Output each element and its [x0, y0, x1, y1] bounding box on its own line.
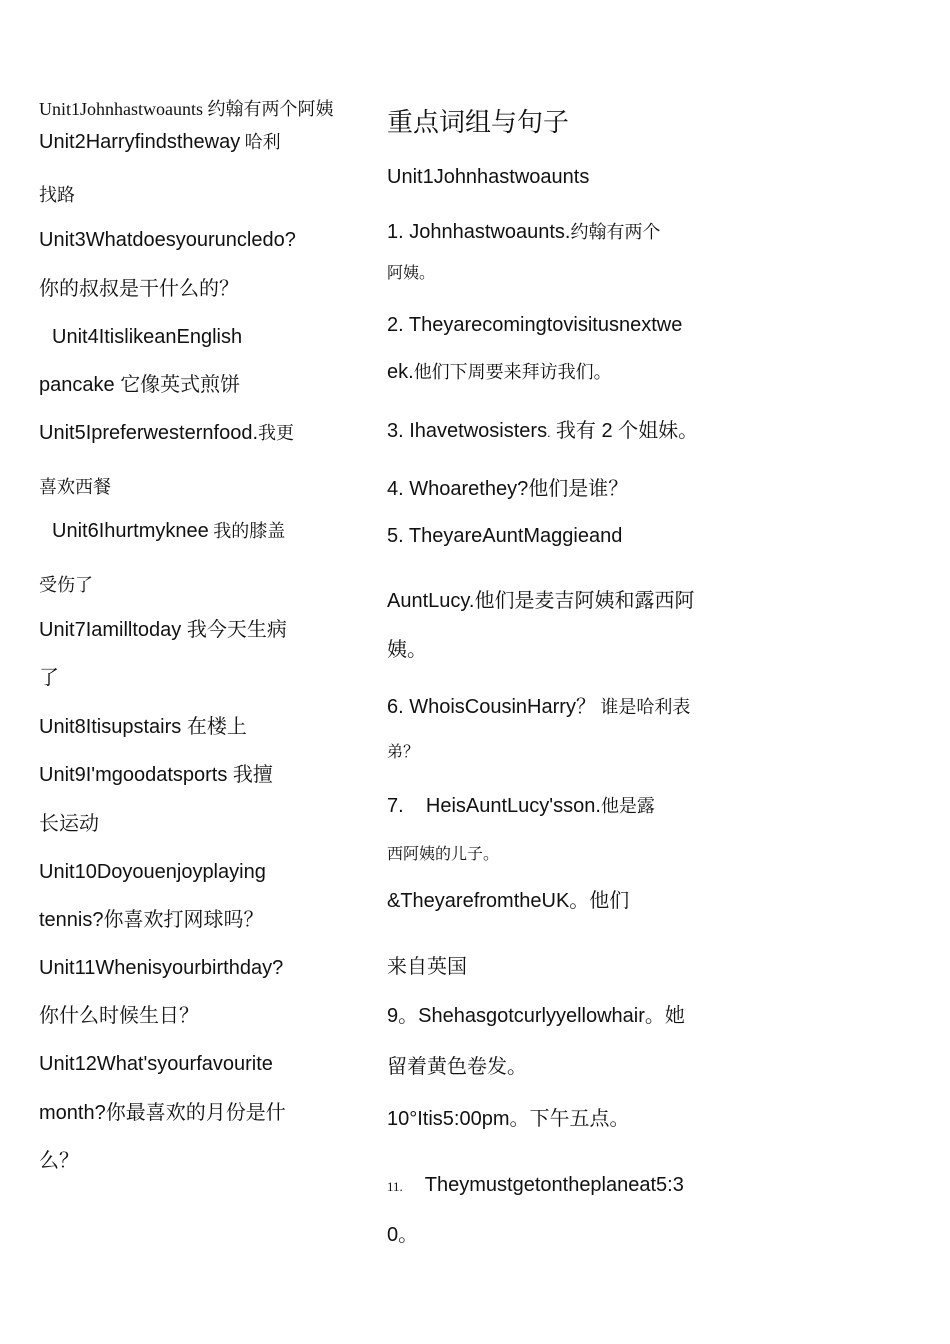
unit2-translation-cont: 找路 [39, 185, 75, 205]
unit1-line [39, 100, 334, 118]
sentence-2-en-cont: ek. [387, 361, 414, 383]
sentence-11-en-cont: 0。 [387, 1224, 419, 1246]
sentence-8-zh: 他们 [589, 890, 630, 912]
sentence-3 [387, 421, 698, 441]
sentence-2-line2 [387, 362, 612, 382]
sentence-4-zh: 他们是谁？ [528, 478, 629, 500]
sentence-8-en: &TheyarefromtheUK。 [387, 890, 590, 912]
sentence-5-line2 [387, 591, 694, 611]
sentence-1-zh-cont: 阿姨。 [387, 265, 436, 282]
sentence-11-number: 11. [387, 1179, 403, 1194]
sentence-5-en-cont: AuntLucy. [387, 590, 475, 612]
unit7-title: Unit7Iamilltoday [39, 619, 182, 641]
unit5-translation-cont: 喜欢西餐 [39, 477, 111, 497]
sentence-3-period: . [547, 425, 551, 440]
sentence-7-zh: 他是露 [600, 796, 655, 816]
sentence-4-en: 4. Whoarethey? [387, 478, 529, 500]
sentence-6-zh-cont: 弟？ [387, 744, 420, 761]
sentence-7-en: 7. HeisAuntLucy'sson. [387, 795, 601, 817]
unit8-translation: 在楼上 [186, 716, 247, 738]
unit11-title: Unit11Whenisyourbirthday? [39, 957, 284, 979]
unit11-translation: 你什么时候生日？ [39, 1005, 199, 1027]
unit10-translation: 你喜欢打网球吗？ [103, 909, 264, 931]
unit9-translation-cont: 长运动 [39, 813, 99, 835]
unit12-title: Unit12What'syourfavourite [39, 1053, 273, 1075]
unit5-title: Unit5Ipreferwesternfood. [39, 422, 259, 444]
sentence-11-en: Theymustgetontheplaneat5:3 [424, 1174, 684, 1196]
unit5-line [39, 423, 294, 443]
sentence-10-en: 10°Itis5:00pm。 [387, 1108, 530, 1130]
sentence-11 [387, 1175, 684, 1195]
sentence-9-en: 9。Shehasgotcurlyyellowhair。 [387, 1005, 665, 1027]
unit2-title: Unit2Harryfindstheway [39, 131, 241, 153]
unit12-translation: 你最喜欢的月份是什 [105, 1102, 286, 1124]
unit10-title-cont: tennis? [39, 909, 104, 931]
sentence-8-zh-cont: 来自英国 [387, 956, 467, 978]
sentence-1-en: 1. Johnhastwoaunts. [387, 221, 571, 243]
unit2-line [39, 132, 281, 152]
unit4-translation: 它像英式煎饼 [120, 374, 241, 396]
unit8-title: Unit8Itisupstairs [39, 716, 182, 738]
unit6-line [52, 521, 285, 541]
unit9-title: Unit9I'mgoodatsports [39, 764, 228, 786]
unit4-title-cont: pancake [39, 374, 115, 396]
unit12-translation-cont: 么？ [39, 1150, 79, 1172]
unit4-title: Unit4ItislikeanEnglish [52, 326, 243, 348]
unit10-title: Unit10Doyouenjoyplaying [39, 861, 266, 883]
sentence-10 [387, 1109, 630, 1129]
unit7-translation-cont: 了 [39, 667, 59, 689]
unit7-line [39, 620, 287, 640]
unit1-translation: 约翰有两个阿姨 [207, 99, 334, 119]
sentence-8 [387, 891, 629, 911]
sentence-5-zh-cont: 姨。 [387, 639, 427, 661]
sentence-7 [387, 796, 655, 816]
sentence-7-zh-cont: 西阿姨的儿子。 [387, 846, 500, 863]
unit4-line2 [39, 375, 240, 395]
unit12-line2 [39, 1103, 286, 1123]
unit2-translation: 哈利 [244, 132, 281, 152]
unit6-translation: 我的膝盖 [213, 521, 286, 541]
sentence-9-zh-cont: 留着黄色卷发。 [387, 1056, 527, 1078]
sentence-4 [387, 479, 628, 499]
sentence-6-en: 6. WhoisCousinHarry？ [387, 696, 596, 718]
sentence-5-zh: 他们是麦吉阿姨和露西阿 [474, 590, 695, 612]
unit1-subheading: Unit1Johnhastwoaunts [387, 166, 590, 188]
unit5-translation: 我更 [258, 423, 295, 443]
sentence-6-zh: 谁是哈利表 [600, 697, 691, 717]
unit6-title: Unit6Ihurtmyknee [52, 520, 209, 542]
sentence-5-en: 5. TheyareAuntMaggieand [387, 525, 623, 547]
sentence-9 [387, 1006, 685, 1026]
unit6-translation-cont: 受伤了 [39, 575, 93, 595]
sentence-1 [387, 222, 660, 242]
unit8-line [39, 717, 247, 737]
sentence-1-zh: 约翰有两个 [570, 222, 661, 242]
sentence-2-en: 2. Theyarecomingtovisitusnextwe [387, 314, 683, 336]
unit9-line [39, 765, 273, 785]
unit3-translation: 你的叔叔是干什么的？ [39, 278, 239, 300]
sentence-3-en: 3. Ihavetwosisters [387, 420, 548, 442]
unit1-title: Unit1Johnhastwoaunts [39, 99, 203, 119]
sentence-10-zh: 下午五点。 [529, 1108, 630, 1130]
sentence-3-zh: 我有 2 个姐妹。 [555, 420, 699, 442]
sentence-6 [387, 697, 690, 717]
unit10-line2 [39, 910, 264, 930]
sentence-2-zh: 他们下周要来拜访我们。 [413, 362, 612, 382]
section-heading: 重点词组与句子 [387, 108, 570, 137]
unit12-title-cont: month? [39, 1102, 106, 1124]
unit3-title: Unit3Whatdoesyouruncledo? [39, 229, 296, 251]
unit9-translation: 我擅 [232, 764, 273, 786]
sentence-9-zh: 她 [664, 1005, 685, 1027]
unit7-translation: 我今天生病 [186, 619, 287, 641]
